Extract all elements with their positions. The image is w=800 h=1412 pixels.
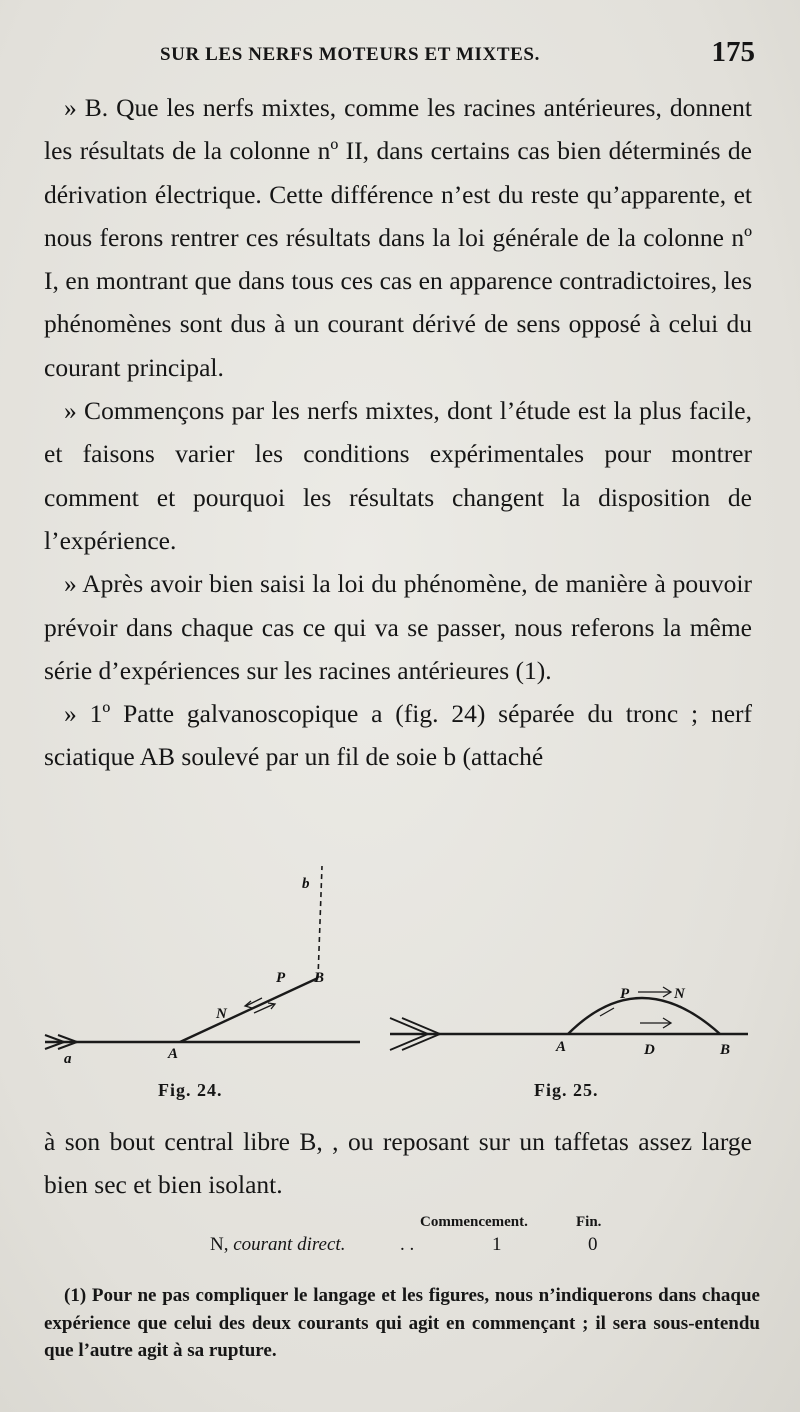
fig24-thread-b (318, 866, 322, 978)
results-row-dots: . . (400, 1234, 415, 1255)
running-title: SUR LES NERFS MOTEURS ET MIXTES. (160, 44, 540, 65)
fig24-nerve-line (180, 978, 318, 1042)
figures-drawing (40, 858, 760, 1078)
fig25-label-D: D (644, 1042, 655, 1058)
results-row-label (210, 1234, 345, 1256)
results-row-letter: N, (210, 1234, 229, 1255)
figures-block (40, 858, 760, 1108)
paragraph-continuation: à son bout central libre B, , ou reposant sur un taffetas assez large bien sec et bien isolant. (44, 1127, 752, 1200)
fig25-label-B: B (720, 1042, 731, 1058)
paragraph-commencons: » Commençons par les nerfs mixtes, dont l’étude est la plus facile, et faisons varier les conditions expérimentales pour montrer comment et pourquoi les résultats changent la disposition de l’expérience. (44, 396, 752, 555)
results-header-start: Commencement. (420, 1214, 528, 1230)
fig24-label-B: B (314, 970, 325, 986)
fig24-label-a: a (64, 1051, 72, 1067)
fig25-caption: Fig. 25. (534, 1080, 599, 1100)
figure-24-labels (64, 876, 324, 1067)
continuation-text (44, 1120, 752, 1207)
fig24-label-P: P (276, 970, 286, 986)
paragraph-b: » B. Que les nerfs mixtes, comme les racines antérieures, donnent les résultats de la colonne nº II, dans certains cas bien déterminés de dérivation électrique. Cette différence n’est du reste qu’apparente, et nous ferons rentrer ces résultats dans la loi générale de la colonne nº I, en montrant que dans tous ces cas en apparence contradictoires, les phénomènes sont dus à un courant dérivé de sens opposé à celui du courant principal. (44, 93, 752, 382)
results-header-end: Fin. (576, 1214, 602, 1230)
fig24-caption: Fig. 24. (158, 1080, 223, 1100)
fig24-label-b: b (302, 876, 310, 892)
page-header (40, 36, 755, 76)
paragraph-patte: » 1º Patte galvanoscopique a (fig. 24) séparée du tronc ; nerf sciatique AB soulevé par un fil de soie b (attaché (44, 699, 752, 772)
paragraph-apres: » Après avoir bien saisi la loi du phénomène, de manière à pouvoir prévoir dans chaque cas ce qui va se passer, nous referons la même série d’expériences sur les racines antérieures (1). (44, 569, 752, 685)
footnote-text: (1) Pour ne pas compliquer le langage et les figures, nous n’indiquerons dans chaque expérience que celui des deux courants qui agit en commençant ; il sera sous-entendu que l’autre agit à sa rupture. (44, 1285, 760, 1361)
figure-25-drawing (390, 987, 748, 1050)
results-row-current: courant direct. (233, 1234, 346, 1255)
results-row (210, 1234, 630, 1260)
fig24-label-A: A (168, 1046, 179, 1062)
fig25-arc (568, 998, 720, 1034)
results-row-end-value: 0 (588, 1234, 598, 1255)
fig25-tick-right (680, 1006, 694, 1014)
fig24-label-N: N (216, 1006, 227, 1022)
results-row-start-value: 1 (492, 1234, 502, 1255)
fig25-label-P: P (620, 986, 630, 1002)
fig25-label-A: A (556, 1039, 567, 1055)
fig25-label-N: N (674, 986, 685, 1002)
figure-24-drawing (45, 866, 360, 1049)
page-number: 175 (711, 36, 755, 68)
footnote (44, 1282, 760, 1365)
main-text (44, 86, 752, 779)
